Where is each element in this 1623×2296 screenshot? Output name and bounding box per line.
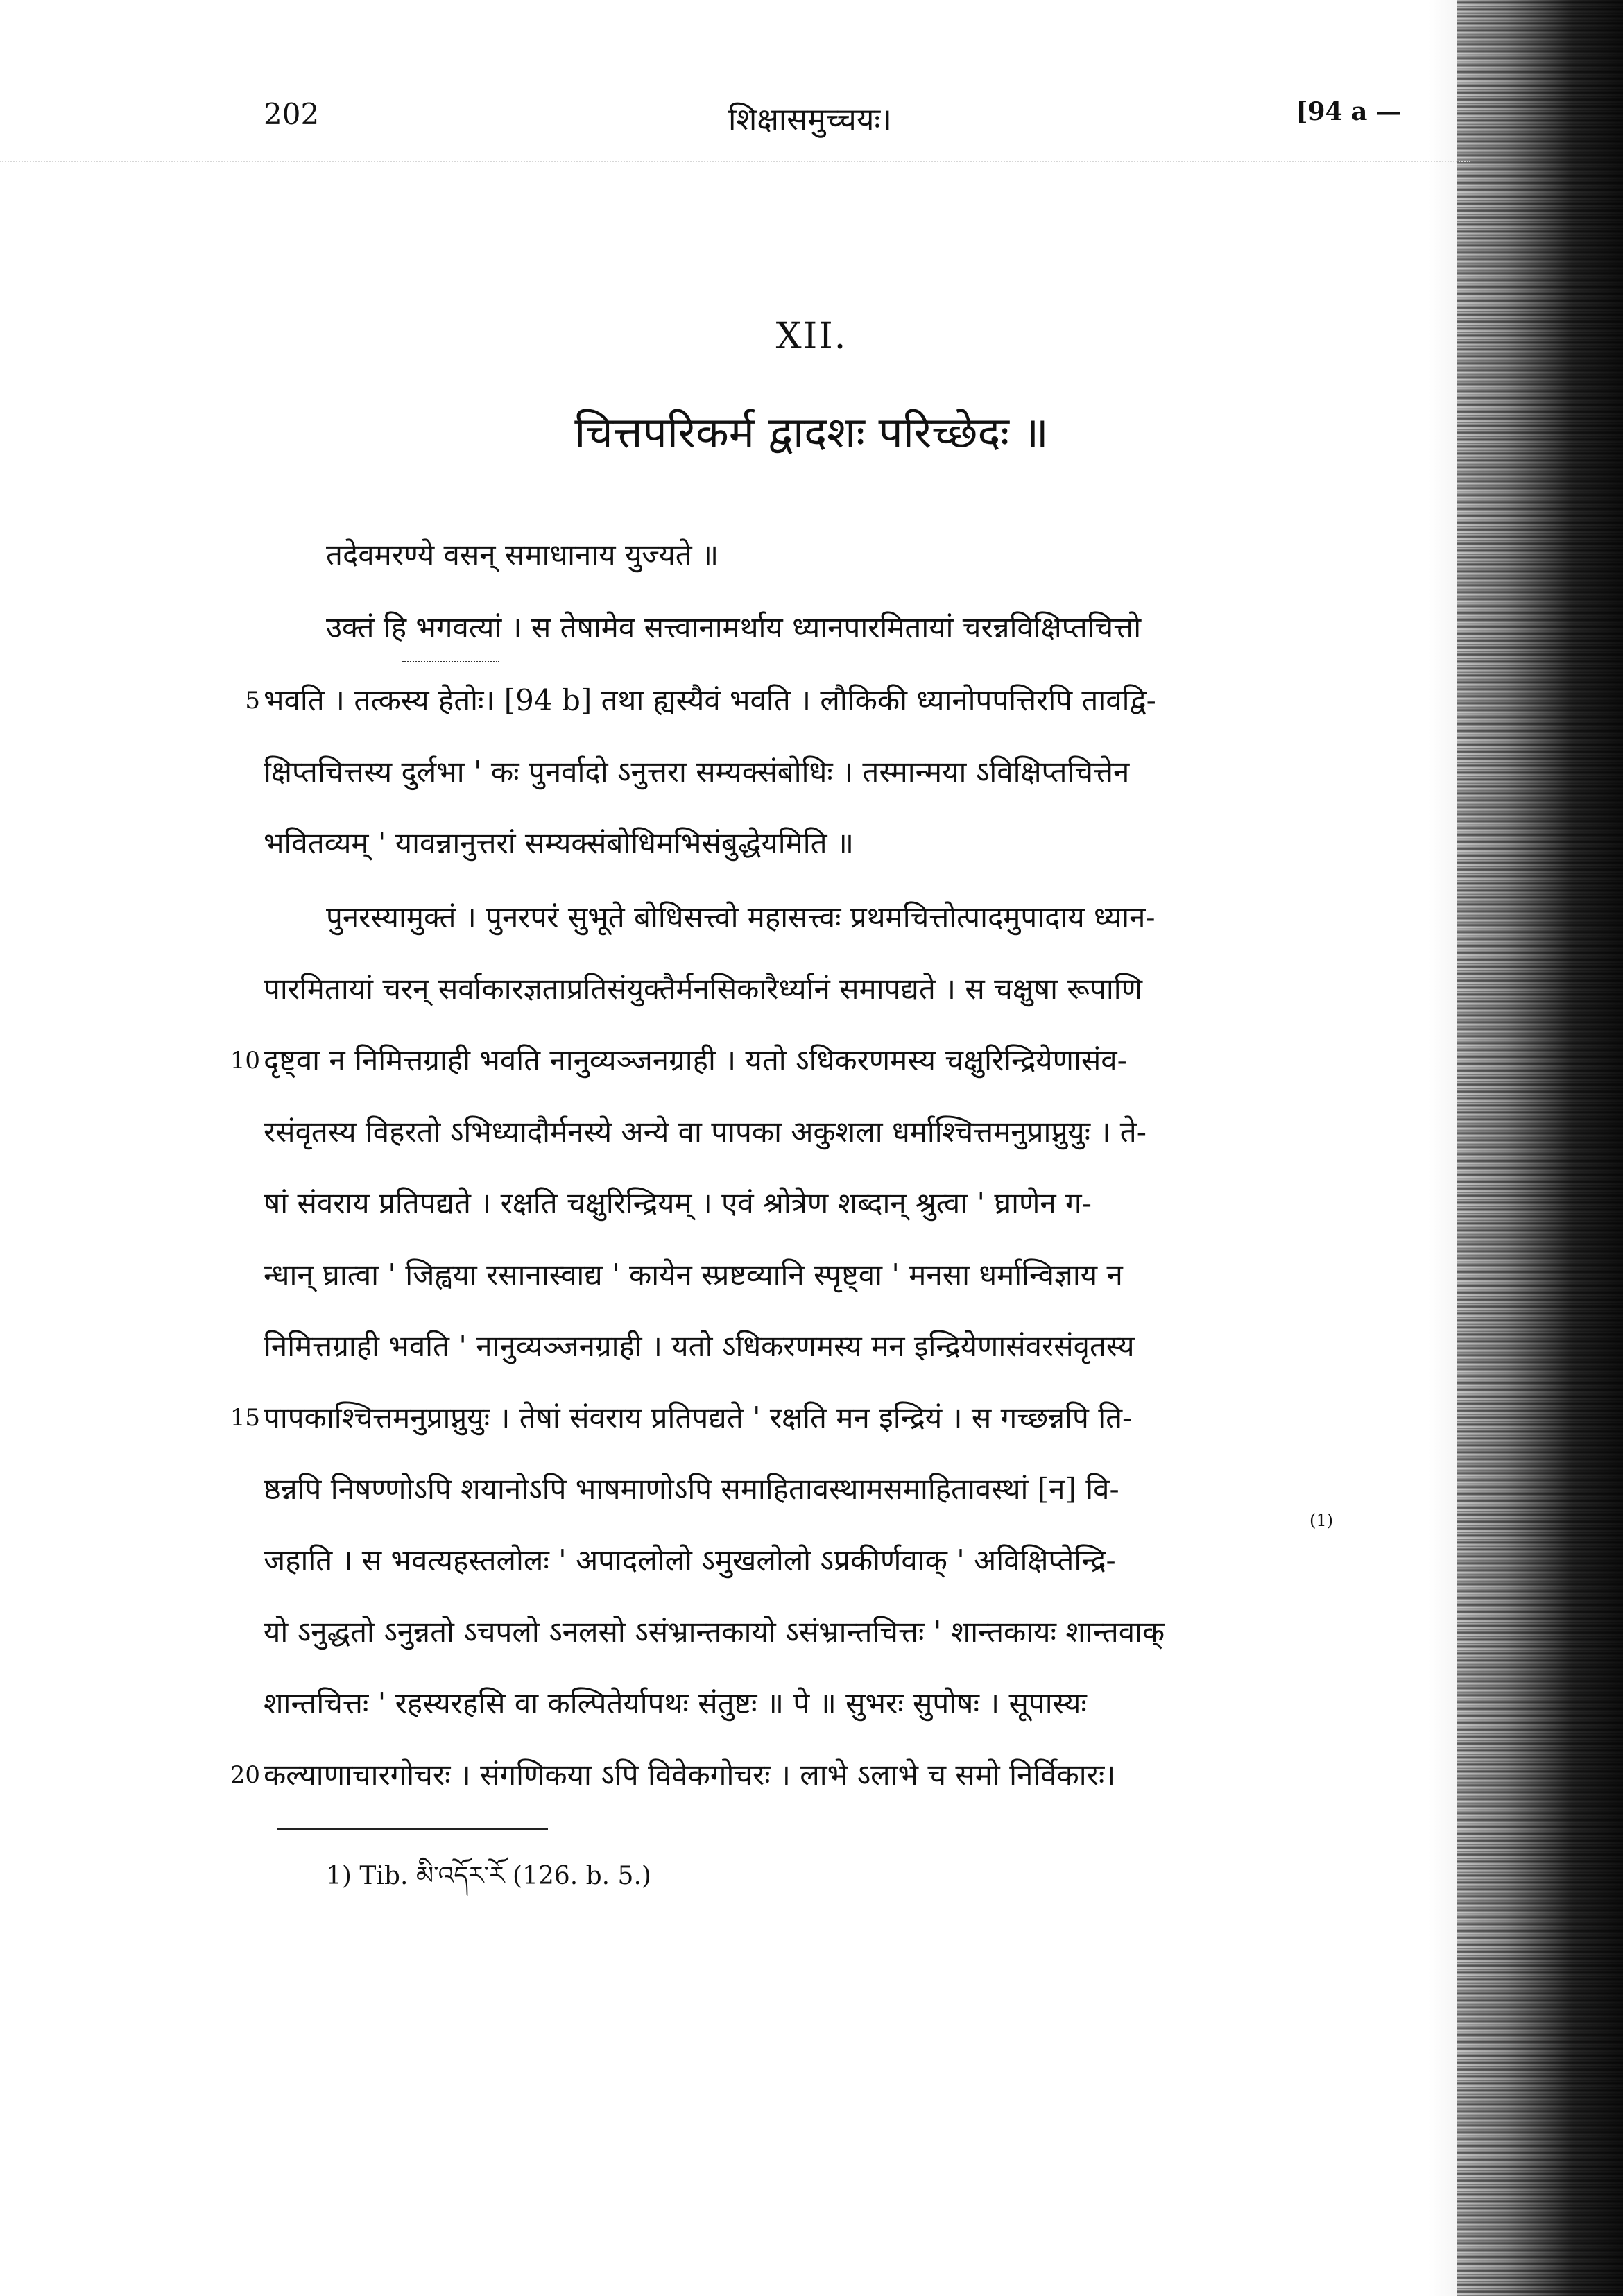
line-number: 5 [245, 687, 260, 714]
underline-mark [402, 656, 499, 662]
line-number: 10 [230, 1047, 260, 1074]
text-line: कल्याणाचारगोचरः । संगणिकया ऽपि विवेकगोचरः । लाभे ऽलाभे च समो निर्विकारः। [264, 1758, 1116, 1792]
section-numeral: XII. [775, 316, 848, 357]
text-line: पारमितायां चरन् सर्वाकारज्ञताप्रतिसंयुक्तैर्मनसिकारैर्ध्यानं समापद्यते । स चक्षुषा रूपाणि [264, 972, 1143, 1006]
text-line: रसंवृतस्य विहरतो ऽभिध्यादौर्मनस्ये अन्ये वा पापका अकुशला धर्माश्चित्तमनुप्राप्नुयुः । ते- [264, 1115, 1147, 1149]
text-line: शान्तचित्तः ' रहस्यरहसि वा कल्पितेर्यापथः संतुष्टः ॥ पे ॥ सुभरः सुपोषः । सूपास्यः [264, 1686, 1087, 1720]
text-line: जहाति । स भवत्यहस्तलोलः ' अपादलोलो ऽमुखलोलो ऽप्रकीर्णवाक् ' अविक्षिप्तेन्द्रि- [264, 1543, 1116, 1577]
text-line: भवितव्यम् ' यावन्नानुत्तरां सम्यक्संबोधिमभिसंबुद्धेयमिति ॥ [264, 826, 855, 860]
page-number: 202 [264, 97, 320, 131]
line-number: 15 [230, 1404, 260, 1432]
text-line: पापकाश्चित्तमनुप्राप्नुयुः । तेषां संवराय प्रतिपद्यते ' रक्षति मन इन्द्रियं । स गच्छन्नपि ति- [264, 1400, 1133, 1434]
text-line: षां संवराय प्रतिपद्यते । रक्षति चक्षुरिन्द्रियम् । एवं श्रोत्रेण शब्दान् श्रुत्वा ' घ्राणेन ग- [264, 1186, 1092, 1220]
text-line: यो ऽनुद्धतो ऽनुन्नतो ऽचपलो ऽनलसो ऽसंभ्रान्तकायो ऽसंभ्रान्तचित्तः ' शान्तकायः शान्तवाक् [264, 1615, 1165, 1649]
text-line: तदेवमरण्ये वसन् समाधानाय युज्यते ॥ [326, 538, 719, 572]
text-line: न्धान् घ्रात्वा ' जिह्वया रसानास्वाद्य ' कायेन स्प्रष्टव्यानि स्पृष्ट्वा ' मनसा धर्मान्विज्ञाय न [264, 1258, 1123, 1292]
text-line: पुनरस्यामुक्तं । पुनरपरं सुभूते बोधिसत्त्वो महासत्त्वः प्रथमचित्तोत्पादमुपादाय ध्यान- [326, 900, 1156, 934]
text-line: उक्तं हि भगवत्यां । स तेषामेव सत्त्वानामर्थाय ध्यानपारमितायां चरन्नविक्षिप्तचित्तो [326, 610, 1142, 644]
text-line: क्षिप्तचित्तस्य दुर्लभा ' कः पुनर्वादो ऽनुत्तरा सम्यक्संबोधिः । तस्मान्मया ऽविक्षिप्तचित्तेन [264, 755, 1130, 789]
folio-reference: [94 a — [1296, 97, 1401, 126]
text-line: निमित्तग्राही भवति ' नानुव्यञ्जनग्राही । यतो ऽधिकरणमस्य मन इन्द्रियेणासंवरसंवृतस्य [264, 1329, 1135, 1363]
footnote: 1) Tib. མི་འདོར་རོ (126. b. 5.) [326, 1862, 651, 1890]
text-line: ष्ठन्नपि निषण्णोऽपि शयानोऽपि भाषमाणोऽपि समाहितावस्थामसमाहितावस्थां [न] वि- [264, 1472, 1119, 1506]
text-line: भवति । तत्कस्य हेतोः। [94 b] तथा ह्यस्यैवं भवति । लौकिकी ध्यानोपपत्तिरपि तावद्वि- [264, 683, 1156, 717]
text-line: दृष्ट्वा न निमित्तग्राही भवति नानुव्यञ्जनग्राही । यतो ऽधिकरणमस्य चक्षुरिन्द्रियेणासंव- [264, 1043, 1127, 1077]
chapter-title: चित्तपरिकर्म द्वादशः परिच्छेदः ॥ [574, 407, 1049, 458]
line-number: 20 [230, 1761, 260, 1789]
running-title: शिक्षासमुच्चयः। [728, 102, 892, 137]
footnote-marker: (1) [1309, 1511, 1333, 1530]
footnote-rule [277, 1828, 548, 1830]
